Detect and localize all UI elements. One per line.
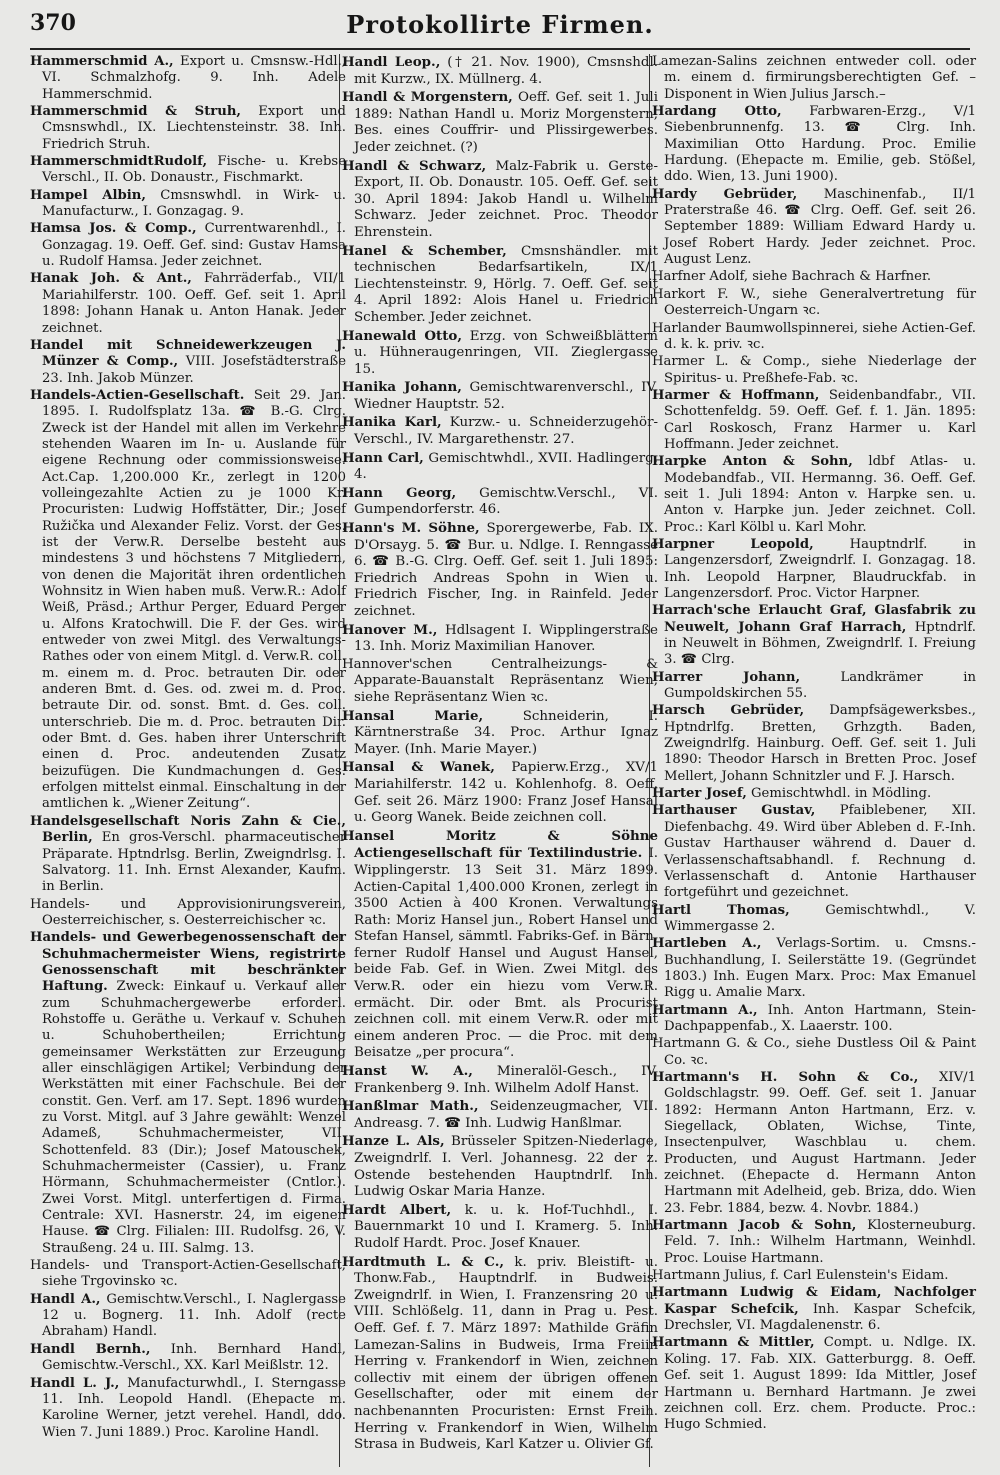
entry-text: Currentwarenhdl., I. Gonzagag. 19. Oeff. Gef. sind: Gustav Hamsa u. Rudolf Hamsa. Jeder zeichnet.	[42, 221, 346, 270]
page-header	[30, 10, 970, 46]
firm-name: HammerschmidtRudolf,	[30, 154, 208, 170]
column-middle	[342, 54, 658, 1455]
entry-text: Harkort F. W., siehe Generalvertretung für Oesterreich-Ungarn ꝛc.	[652, 286, 976, 319]
firm-name: Harrach'sche Erlaucht Graf, Glasfabrik zu Neuwelt, Johann Graf Harrach,	[652, 603, 976, 635]
firm-name: Harrer Johann,	[652, 669, 801, 685]
directory-entry	[30, 814, 346, 896]
entry-text: Kurzw.- u. Schneiderzugehör-Verschl., IV. Margarethenstr. 27.	[354, 415, 658, 448]
directory-entry	[652, 1335, 976, 1433]
entry-text: Verlags-Sortim. u. Cmsns.-Buchhandlung, I. Seilerstätte 19. (Gegründet 1803.) Inh. Eugen Marx. Proc: Max Emanuel Rigg u. Amalie Marx.	[664, 936, 976, 1001]
firm-name: Handels- und Gewerbegenossenschaft der Schuhmachermeister Wiens, registrirte Genossenschaft mit beschränkter Haftung.	[30, 930, 346, 995]
directory-entry	[652, 903, 976, 936]
directory-entry	[652, 1036, 976, 1069]
entry-text: Fahrräderfab., VII/1 Mariahilferstr. 100. Oeff. Gef. seit 1. April 1898: Johann Hanak u. Anton Hanak. Jeder zeichnet.	[42, 271, 346, 336]
firm-name: Handl & Schwarz,	[342, 157, 487, 174]
directory-entry	[652, 1285, 976, 1334]
directory-entry	[652, 1070, 976, 1217]
firm-name: Hanßlmar Math.,	[342, 1098, 479, 1115]
directory-entry	[652, 388, 976, 453]
entry-text: k. priv. Bleistift- u. Thonw.Fab., Hauptndrlf. in Budweis. Zweigndrlf. in Wien, I. Franzensring 20 u. VIII. Schlößelg. 11, dann in Prag u. Pest. Oeff. Gef. f. 7. März 1897: Mathilde Gräfin Lamezan-Salins in Budweis, Irma Freiin Herring v. Frankendorf in Wien, zeichnen collectiv mit einem der übrigen offenen Gesellschafter, oder mit einem der nachbenannten Procuristen: Ernst Freih. Herring v. Frankendorf in Wien, Wilhelm Strasa in Budweis, Karl Katzer u. Olivier Gf.	[354, 1254, 659, 1453]
firm-name: Hartmann Ludwig & Eidam, Nachfolger Kaspar Schefcik,	[652, 1285, 976, 1317]
directory-entry	[652, 786, 976, 802]
firm-name: Harthauser Gustav,	[652, 803, 816, 819]
firm-name: Hampel Albin,	[30, 187, 146, 203]
entry-text: Cmsnshändler. mit technischen Bedarfsartikeln, IX/1 Liechtensteinstr. 9, Hörlg. 7. Oeff. Gef. seit 4. April 1892: Alois Hanel u. Friedrich Schember. Jeder zeichnet.	[354, 243, 658, 325]
firm-name: Hanewald Otto,	[342, 327, 463, 344]
directory-entry	[652, 603, 976, 668]
column-left	[30, 54, 346, 1442]
firm-name: Hanze L. Als,	[342, 1133, 445, 1150]
firm-name: Hamsa Jos. & Comp.,	[30, 221, 197, 237]
entry-text: († 21. Nov. 1900), Cmsnshdl. mit Kurzw., IX. Müllnerg. 4.	[354, 55, 658, 87]
entry-text: Gemischtwhdl. in Mödling.	[746, 786, 932, 802]
firm-name: Handel mit Schneidewerkzeugen J. Münzer & Comp.,	[30, 337, 346, 370]
entry-text: Farbwaren-Erzg., V/1 Siebenbrunnenfg. 13. ☎ Clrg. Inh. Maximilian Otto Hardung. Proc. Emilie Hardung. (Ehepacte m. Emilie, geb. Stößel, ddo. Wien, 13. Juni 1900).	[664, 104, 976, 185]
entry-text: VIII. Josefstädterstraße 23. Inh. Jakob Münzer.	[42, 354, 346, 386]
directory-entry	[30, 104, 346, 153]
directory-entry	[342, 243, 658, 327]
entry-text: Erzg. von Schweißblättern u. Hühneraugenringen, VII. Zieglergasse 15.	[354, 328, 658, 377]
column-right	[652, 54, 976, 1435]
entry-text: Inh. Kaspar Schefcik, Drechsler, VI. Magdalenenstr. 6.	[664, 1301, 976, 1334]
entry-text: Hartmann Julius, f. Carl Eulenstein's Eidam.	[652, 1268, 949, 1284]
firm-name: Hardang Otto,	[652, 104, 782, 120]
directory-entry	[652, 104, 976, 186]
firm-name: Hartmann A.,	[652, 1002, 758, 1018]
firm-name: Hartl Thomas,	[652, 902, 790, 918]
directory-entry	[342, 328, 658, 379]
directory-entry	[652, 321, 976, 354]
directory-entry	[652, 287, 976, 320]
firm-name: Hartmann's H. Sohn & Co.,	[652, 1069, 919, 1085]
directory-entry	[652, 354, 976, 387]
directory-entry	[342, 485, 658, 519]
directory-entry	[342, 414, 658, 448]
directory-entry	[342, 622, 658, 656]
directory-entry	[652, 1003, 976, 1036]
entry-text: Mineralöl-Gesch., IV. Frankenberg 9. Inh. Wilhelm Adolf Hanst.	[354, 1064, 658, 1096]
entry-text: Gemischtwarenverschl., IV. Wiedner Hauptstr. 52.	[354, 380, 658, 412]
directory-entry	[30, 221, 346, 270]
entry-text: Brüsseler Spitzen-Niederlage, Zweigndrlf. I. Verl. Johannesg. 22 der z. Ostende bestehenden Hauptndrlf. Inh. Ludwig Oskar Maria Hanze.	[354, 1134, 658, 1200]
entry-text: Papierw.Erzg., XV/1 Mariahilferstr. 142 u. Kohlenhofg. 8. Oeff. Gef. seit 26. März 1900: Franz Josef Hansal u. Georg Wanek. Beide zeichnen coll.	[354, 760, 659, 826]
entry-text: Handels- und Transport-Actien-Gesellschaft, siehe Trgovinsko ꝛc.	[30, 1258, 346, 1290]
entry-text: Harlander Baumwollspinnerei, siehe Actien-Gef. d. k. k. priv. ꝛc.	[652, 320, 976, 352]
directory-entry	[652, 54, 976, 103]
firm-name: Hanst W. A.,	[342, 1063, 473, 1080]
entry-text: Harmer L. & Comp., siehe Niederlage der Spiritus- u. Preßhefe-Fab. ꝛc.	[652, 354, 976, 386]
directory-entry	[30, 271, 346, 336]
entry-text: Oeff. Gef. seit 1. Juli 1889: Nathan Handl u. Moriz Morgenstern, Bes. eines Couffrir- und Plissirgewerbes. Jeder zeichnet. (?)	[354, 90, 658, 155]
directory-entry	[30, 388, 346, 813]
entry-text: Inh. Bernhard Handl, Gemischtw.-Verschl., XX. Karl Meißlstr. 12.	[42, 1341, 346, 1374]
entry-text: Harfner Adolf, siehe Bachrach & Harfner.	[652, 269, 932, 285]
entry-text: Malz-Fabrik u. Gerste-Export, II. Ob. Donaustr. 105. Oeff. Gef. seit 30. April 1894: Jakob Handl u. Wilhelm Schwarz. Jeder zeichnet. Proc. Theodor Ehrenstein.	[354, 158, 658, 240]
entry-text: Hannover'schen Centralheizungs- & Apparate-Bauanstalt Repräsentanz Wien, siehe Repräsentanz Wien ꝛc.	[342, 656, 658, 705]
directory-entry	[30, 1292, 346, 1341]
firm-name: Handl A.,	[30, 1291, 101, 1307]
firm-name: Hann Georg,	[342, 484, 457, 501]
header-rule	[30, 48, 970, 50]
firm-name: Hanover M.,	[342, 621, 438, 638]
entry-text: Manufacturwhdl., I. Sterngasse 11. Inh. Leopold Handl. (Ehepacte m. Karoline Werner, jetzt verehel. Handl, ddo. Wien 7. Juni 1889.) Proc. Karoline Handl.	[42, 1375, 346, 1440]
entry-text: Schneiderin, I. Kärntnerstraße 34. Proc. Arthur Ignaz Mayer. (Inh. Marie Mayer.)	[354, 708, 658, 757]
entry-text: Gemischtw.Verschl., VI. Gumpendorferstr. 46.	[354, 485, 658, 518]
directory-entry	[652, 1268, 976, 1284]
directory-entry	[30, 338, 346, 387]
firm-name: Handl Leop.,	[342, 54, 441, 70]
directory-entry	[30, 54, 346, 103]
directory-entry	[652, 269, 976, 285]
firm-name: Harter Josef,	[652, 786, 747, 802]
directory-entry	[342, 89, 658, 156]
firm-name: Handelsgesellschaft Noris Zahn & Cie., Berlin,	[30, 813, 346, 846]
directory-entry	[652, 703, 976, 785]
entry-text: Cmsnswhdl. in Wirk- u. Manufacturw., I. Gonzagag. 9.	[42, 187, 346, 220]
entry-text: XIV/1 Goldschlagstr. 99. Oeff. Gef. seit 1. Januar 1892: Hermann Anton Hartmann, Erz. v. Siegellack, Oblaten, Wichse, Tinte, Insectenpulver, Waschblau u. chem. Producten, und August Hartmann. Jeder zeichnet. (Ehepacte d. Hermann Anton Hartmann mit Adelheid, geb. Briza, ddo. Wien 23. Febr. 1884, bezw. 4. Novbr. 1884.)	[664, 1069, 976, 1216]
directory-entry	[652, 454, 976, 536]
firm-name: Handl Bernh.,	[30, 1341, 151, 1357]
entry-text: Lamezan-Salins zeichnen entweder coll. oder m. einem d. firmirungsberechtigten Gef. –Disponent in Wien Julius Jarsch.–	[652, 54, 976, 102]
entry-text: Gemischtwhdl., XVII. Hadlingerg. 4.	[354, 450, 658, 483]
firm-name: Hansal & Wanek,	[342, 759, 495, 776]
firm-name: Hann Carl,	[342, 449, 424, 466]
entry-text: Gemischtwhdl., V. Wimmergasse 2.	[664, 902, 977, 934]
firm-name: Harsch Gebrüder,	[652, 703, 805, 719]
directory-entry	[30, 930, 346, 1257]
firm-name: Hanak Joh. & Ant.,	[30, 271, 192, 287]
entry-text: Klosterneuburg. Feld. 7. Inh.: Wilhelm Hartmann, Weinhdl. Proc. Louise Hartmann.	[664, 1218, 976, 1266]
entry-text: Handels- und Approvisionirungsverein, Oesterreichischer, s. Oesterreichischer ꝛc.	[30, 896, 346, 928]
entry-text: Seit 29. Jan. 1895. I. Rudolfsplatz 13a. ☎ B.-G. Clrg. Zweck ist der Handel mit allen im Verkehre stehenden Waaren im In- u. Auslande für eigene Rechnung oder commissionsweise. Act.Cap. 1,200.000 Kr., zerlegt in 1200 volleingezahlte Actien zu je 1000 Kr. Procuristen: Ludwig Hoffstätter, Dir.; Josef Ružička und Alexander Feliz. Vorst. der Ges. ist der Verw.R. Derselbe besteht aus mindestens 3 und höchstens 7 Mitgliedern, von denen die Majorität ihren ordentlichen Wohnsitz in Wien haben muß. Verw.R.: Adolf Weiß, Präsd.; Arthur Perger, Eduard Perger u. Alfons Kratochwill. Die F. der Ges. wird entweder von zwei Mitgl. des Verwaltungs-Rathes oder von einem Mitgl. d. Verw.R. coll. m. einem m. d. Proc. betrauten Dir. oder anderen Bmt. d. Ges. od. zwei m. d. Proc. betraute Dir. od. sonst. Bmt. d. Ges. coll. unterschrieb. Die m. d. Proc. betrauten Dir. oder Bmt. d. Ges. haben ihrer Unterschrift einen d. Proc. andeutenden Zusatz beizufügen. Die Kundmachungen d. Ges. erfolgen mittelst einmal. Einschaltung in der amtlichen k. „Wiener Zeitung“.	[42, 387, 346, 812]
entry-text: Landkrämer in Gumpoldskirchen 55.	[664, 669, 977, 702]
directory-entry	[652, 1218, 976, 1267]
firm-name: Handl & Morgenstern,	[342, 89, 513, 106]
entry-text: Compt. u. Ndlge. IX. Koling. 17. Fab. XIX. Gatterburgg. 8. Oeff. Gef. seit 1. August 1899: Ida Mittler, Josef Hartmann u. Bernhard Hartmann. Je zwei zeichnen coll. Erz. chem. Producte. Proc.: Hugo Schmied.	[664, 1335, 976, 1433]
firm-name: Hammerschmid A.,	[30, 54, 174, 69]
directory-entry	[30, 154, 346, 187]
directory-entry	[342, 657, 658, 707]
firm-name: Hansal Marie,	[342, 707, 484, 724]
directory-entry	[342, 1063, 658, 1097]
entry-text: Hauptndrlf. in Langenzersdorf, Zweigndrlf. I. Gonzagag. 18. Inh. Leopold Harpner, Blaudruckfab. in Langenzersdorf. Proc. Victor Harpner.	[664, 536, 976, 601]
firm-name: Hardy Gebrüder,	[652, 186, 798, 202]
directory-entry	[652, 670, 976, 703]
entry-text: Export und Cmsnswhdl., IX. Liechtensteinstr. 38. Inh. Friedrich Struh.	[42, 104, 346, 152]
entry-text: Zweck: Einkauf u. Verkauf aller zum Schuhmachergewerbe erforderl. Rohstoffe u. Geräthe u. Verkauf v. Schuhen u. Schuhobertheilen; Errichtung gemeinsamer Werkstätten zur Erzeugung aller einschlägigen Artikel; Verbindung der Werkstätten mit einer Fachschule. Bei der constit. Gen. Verf. am 17. Sept. 1896 wurden zu Vorst. Mitgl. auf 3 Jahre gewählt: Wenzel Adameß, Schuhmachermeister, VII. Schottenfeld. 83 (Dir.); Josef Matouschek, Schuhmachermeister (Cassier), u. Franz Hörmann, Schuhmachermeister (Cntlor.). Zwei Vorst. Mitgl. unterfertigen d. Firma. Centrale: XVI. Hasnerstr. 24, im eigenen Hause. ☎ Clrg. Filialen: III. Rudolfsg. 26, V. Straußeng. 24 u. III. Salmg. 13.	[42, 979, 346, 1256]
directory-entry	[30, 1258, 346, 1291]
entry-text: k. u. k. Hof-Tuchhdl., I. Bauernmarkt 10 und I. Kramerg. 5. Inh. Rudolf Hardt. Proc. Josef Knauer.	[354, 1202, 659, 1251]
firm-name: Harpke Anton & Sohn,	[652, 454, 853, 470]
directory-entry	[342, 1254, 658, 1454]
directory-entry	[342, 759, 658, 826]
entry-text: Seidenzeugmacher, VII. Andreasg. 7. ☎ Inh. Ludwig Hanßlmar.	[354, 1099, 658, 1131]
directory-entry	[30, 188, 346, 221]
entry-text: ldbf Atlas- u. Modebandfab., VII. Hermanng. 36. Oeff. Gef. seit 1. Juli 1894: Anton v. Harpke sen. u. Anton v. Harpke jun. Jeder zeichnet. Coll. Proc.: Karl Kölbl u. Karl Mohr.	[664, 454, 976, 535]
directory-entry	[342, 708, 658, 759]
firm-name: Hanika Karl,	[342, 414, 442, 431]
firm-name: Harpner Leopold,	[652, 536, 814, 552]
firm-name: Handels-Actien-Gesellschaft.	[30, 387, 245, 403]
page-number: 370	[30, 10, 76, 36]
firm-name: Hardt Albert,	[342, 1201, 452, 1218]
directory-entry	[30, 897, 346, 930]
firm-name: Hammerschmid & Struh,	[30, 104, 242, 120]
directory-entry	[342, 54, 658, 88]
entry-text: Export u. Cmsnsw.-Hdl., VI. Schmalzhofg. 9. Inh. Adele Hammerschmid.	[42, 54, 346, 102]
firm-name: Hansel Moritz & Söhne Actiengesellschaft für Textilindustrie.	[342, 827, 658, 862]
entry-text: Maschinenfab., II/1 Praterstraße 46. ☎ Clrg. Oeff. Gef. seit 26. September 1889: William Edward Hardy u. Josef Robert Hardy. Jeder zeichnet. Proc. August Lenz.	[664, 186, 976, 268]
firm-name: Hanel & Schember,	[342, 242, 507, 259]
running-head: Protokollirte Firmen.	[346, 10, 654, 39]
firm-name: Hardtmuth L. & C.,	[342, 1253, 505, 1270]
directory-entry	[652, 936, 976, 1001]
directory-entry	[342, 520, 658, 621]
directory-entry	[342, 379, 658, 413]
directory-entry	[342, 1202, 658, 1253]
firm-name: Hartmann & Mittler,	[652, 1335, 815, 1351]
entry-text: Hartmann G. & Co., siehe Dustless Oil & Paint Co. ꝛc.	[652, 1036, 976, 1068]
directory-entry	[30, 1376, 346, 1441]
entry-text: Sporergewerbe, Fab. IX. D'Orsayg. 5. ☎ Bur. u. Ndlge. I. Renngasse 6. ☎ B.-G. Clrg. Oeff. Gef. seit 1. Juli 1895: Friedrich Andreas Spohn in Wien u. Friedrich Fischer, Ing. in Rainfeld. Jeder zeichnet.	[354, 521, 658, 619]
firm-name: Hartleben A.,	[652, 936, 762, 952]
entry-text: Seidenbandfabr., VII. Schottenfeldg. 59. Oeff. Gef. f. 1. Jän. 1895: Carl Roskosch, Franz Harmer u. Karl Hoffmann. Jeder zeichnet.	[664, 387, 976, 452]
directory-entry	[342, 158, 658, 242]
directory-entry	[30, 1342, 346, 1375]
directory-entry	[342, 828, 658, 1062]
firm-name: Harmer & Hoffmann,	[652, 387, 820, 403]
entry-text: Pfaiblebener, XII. Diefenbachg. 49. Wird über Ableben d. F.-Inh. Gustav Harthauser während d. Dauer d. Verlassenschaftsabhandl. f. Rechnung d. Verlassenschaft d. Antonie Harthauser fortgeführt und gezeichnet.	[664, 803, 976, 901]
firm-name: Hanika Johann,	[342, 379, 462, 396]
entry-text: Hdlsagent I. Wipplingerstraße 13. Inh. Moriz Maximilian Hanover.	[354, 622, 658, 655]
firm-name: Handl L. J.,	[30, 1375, 120, 1391]
firm-name: Hartmann Jacob & Sohn,	[652, 1218, 857, 1234]
entry-text: Inh. Anton Hartmann, Stein-Dachpappenfab., X. Laaerstr. 100.	[664, 1002, 976, 1034]
entry-text: Gemischtw.Verschl., I. Naglergasse 12 u. Bognerg. 11. Inh. Adolf (recte Abraham) Handl.	[42, 1291, 346, 1340]
directory-entry	[342, 1098, 658, 1132]
directory-entry	[652, 187, 976, 269]
directory-entry	[342, 1133, 658, 1200]
entry-text: I. Wipplingerstr. 13 Seit 31. März 1899. Actien-Capital 1,400.000 Kronen, zerlegt in 3500 Actien à 400 Kronen. Verwaltungs Rath: Moriz Hansel jun., Robert Hansel und Stefan Hansel, sämmtl. Fabriks-Gef. in Bärn, ferner Rudolf Hansel und August Hansel, beide Fab. Gef. in Wien. Zwei Mitgl. des Verw.R. oder ein hiezu vom Verw.R. ermächt. Dir. oder Bmt. als Procurist zeichnen coll. mit einem Verw.R. oder mit einem anderen Proc. — die Proc. mit dem Beisatze „per procura“.	[354, 846, 658, 1061]
directory-entry	[652, 537, 976, 602]
directory-entry	[652, 803, 976, 901]
entry-text: Hptndrlf. in Neuwelt in Böhmen, Zweigndrlf. I. Freiung 3. ☎ Clrg.	[664, 619, 976, 668]
entry-text: En gros-Verschl. pharmaceutischer Präparate. Hptndrlsg. Berlin, Zweigndrlsg. I. Salvatorg. 11. Inh. Ernst Alexander, Kaufm. in Berlin.	[42, 830, 346, 895]
entry-text: Dampfsägewerksbes., Hptndrlfg. Bretten, Grhzgth. Baden, Zweigndrlfg. Hainburg. Oeff. Gef. seit 1. Juli 1890: Theodor Harsch in Bretten Proc. Josef Mellert, Johann Schnitzler und F. J. Harsch.	[664, 703, 977, 784]
entry-text: Fische- u. Krebse Verschl., II. Ob. Donaustr., Fischmarkt.	[42, 154, 346, 186]
directory-entry	[342, 450, 658, 484]
firm-name: Hann's M. Söhne,	[342, 520, 480, 537]
